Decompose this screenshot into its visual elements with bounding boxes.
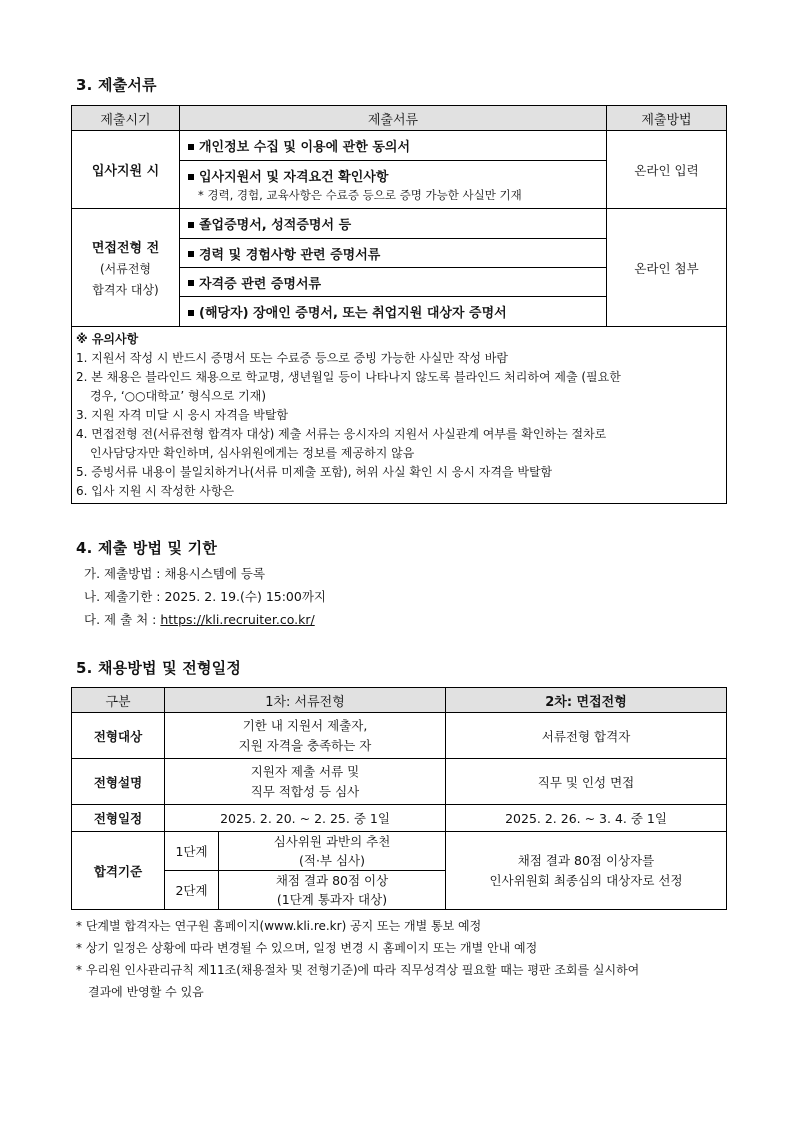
row-label-schedule: 전형일정 bbox=[72, 805, 165, 832]
doc-item bbox=[180, 209, 607, 239]
doc-item-text: 개인정보 수집 및 이용에 관한 동의서 bbox=[199, 140, 410, 155]
target-first-line2: 지원 자격을 충족하는 자 bbox=[238, 737, 372, 753]
footnote: * 상기 일정은 상황에 따라 변경될 수 있으며, 일정 변경 시 홈페이지 또는 개별 안내 예정 bbox=[76, 941, 538, 955]
header-when: 제출시기 bbox=[72, 106, 180, 131]
square-bullet-icon bbox=[188, 310, 194, 316]
selection-table bbox=[71, 687, 727, 910]
target-first-line1: 기한 내 지원서 제출자, bbox=[242, 717, 368, 733]
doc-item-text: 경력 및 경험사항 관련 증명서류 bbox=[199, 247, 381, 263]
submit-method: 가. 제출방법 : 채용시스템에 등록 bbox=[84, 566, 266, 581]
header-stage1: 1차: 서류전형 bbox=[165, 688, 446, 713]
doc-item bbox=[180, 297, 607, 327]
criteria-stage2-label: 2단계 bbox=[165, 871, 219, 910]
apply-method: 온라인 입력 bbox=[607, 131, 727, 209]
interview-when bbox=[72, 209, 180, 327]
header-docs: 제출서류 bbox=[180, 106, 607, 131]
submit-where-label: 다. 제 출 처 : bbox=[84, 612, 161, 627]
footnote: * 단계별 합격자는 연구원 홈페이지(www.kli.re.kr) 공지 또는 개별 통보 예정 bbox=[76, 919, 482, 933]
submit-deadline: 나. 제출기한 : 2025. 2. 19.(수) 15:00까지 bbox=[84, 589, 326, 604]
header-stage2: 2차: 면접전형 bbox=[446, 688, 727, 713]
criteria-stage1 bbox=[219, 832, 446, 871]
criteria-stage1-line1: 심사위원 과반의 추천 bbox=[273, 834, 391, 849]
doc-item bbox=[180, 268, 607, 297]
doc-item-text: 졸업증명서, 성적증명서 등 bbox=[199, 218, 352, 233]
target-first bbox=[165, 713, 446, 759]
header-method: 제출방법 bbox=[607, 106, 727, 131]
section3-title: 3. 제출서류 bbox=[76, 76, 157, 94]
doc-item bbox=[180, 131, 607, 161]
note-line: 1. 지원서 작성 시 반드시 증명서 또는 수료증 등으로 증빙 가능한 사실만 작성 바람 bbox=[76, 351, 508, 365]
criteria-second bbox=[446, 832, 727, 910]
submit-where bbox=[84, 610, 315, 628]
desc-second: 직무 및 인성 면접 bbox=[446, 759, 727, 805]
interview-when-sub2: 합격자 대상) bbox=[92, 283, 159, 297]
footnote: 결과에 반영할 수 있음 bbox=[88, 985, 204, 999]
header-category: 구분 bbox=[72, 688, 165, 713]
documents-table bbox=[71, 105, 727, 504]
note-line: 인사담당자만 확인하며, 심사위원에게는 정보를 제공하지 않음 bbox=[90, 446, 415, 460]
criteria-stage1-line2: (적·부 심사) bbox=[299, 853, 366, 868]
notes-box bbox=[72, 327, 727, 504]
doc-note: * 경력, 경험, 교육사항은 수료증 등으로 증명 가능한 사실만 기재 bbox=[198, 188, 522, 202]
square-bullet-icon bbox=[188, 174, 194, 180]
recruiter-link[interactable]: https://kli.recruiter.co.kr/ bbox=[160, 612, 315, 627]
footnote: * 우리원 인사관리규칙 제11조(채용절차 및 전형기준)에 따라 직무성격상 필요할 때는 평판 조회를 실시하여 bbox=[76, 963, 640, 977]
row-label-desc: 전형설명 bbox=[72, 759, 165, 805]
doc-item-text: 자격증 관련 증명서류 bbox=[199, 276, 322, 292]
row-label-criteria: 합격기준 bbox=[72, 832, 165, 910]
note-line: 2. 본 채용은 블라인드 채용으로 학교명, 생년월일 등이 나타나지 않도록 블라인드 처리하여 제출 (필요한 bbox=[76, 370, 621, 384]
section5-title: 5. 채용방법 및 전형일정 bbox=[76, 659, 242, 677]
criteria-stage2 bbox=[219, 871, 446, 910]
target-second: 서류전형 합격자 bbox=[446, 713, 727, 759]
note-line: 3. 지원 자격 미달 시 응시 자격을 박탈함 bbox=[76, 408, 289, 422]
square-bullet-icon bbox=[188, 280, 194, 286]
doc-item bbox=[180, 161, 607, 209]
doc-item bbox=[180, 239, 607, 268]
schedule-second: 2025. 2. 26. ~ 3. 4. 중 1일 bbox=[446, 805, 727, 832]
note-line: 4. 면접전형 전(서류전형 합격자 대상) 제출 서류는 응시자의 지원서 사실관계 여부를 확인하는 절차로 bbox=[76, 427, 607, 441]
criteria-second-line1: 채점 결과 80점 이상자를 bbox=[517, 852, 655, 868]
note-line: 경우, ‘○○대학교’ 형식으로 기재) bbox=[90, 389, 267, 403]
desc-first-line1: 지원자 제출 서류 및 bbox=[250, 763, 360, 779]
interview-when-sub1: (서류전형 bbox=[99, 262, 152, 276]
desc-first bbox=[165, 759, 446, 805]
criteria-stage2-line2: (1단계 통과자 대상) bbox=[276, 892, 388, 907]
criteria-stage2-line1: 채점 결과 80점 이상 bbox=[275, 873, 389, 888]
criteria-second-line2: 인사위원회 최종심의 대상자로 선정 bbox=[489, 872, 683, 888]
note-line: 5. 증빙서류 내용이 불일치하거나(서류 미제출 포함), 허위 사실 확인 시 응시 자격을 박탈함 bbox=[76, 465, 553, 479]
interview-when-label: 면접전형 전 bbox=[91, 241, 160, 256]
desc-first-line2: 직무 적합성 등 심사 bbox=[250, 783, 360, 799]
row-label-target: 전형대상 bbox=[72, 713, 165, 759]
square-bullet-icon bbox=[188, 144, 194, 150]
doc-item-text: 입사지원서 및 자격요건 확인사항 bbox=[199, 170, 389, 185]
section4-title: 4. 제출 방법 및 기한 bbox=[76, 539, 218, 557]
doc-item-text: (해당자) 장애인 증명서, 또는 취업지원 대상자 증명서 bbox=[199, 306, 507, 321]
notes-title: ※ 유의사항 bbox=[76, 332, 139, 346]
interview-method: 온라인 첨부 bbox=[607, 209, 727, 327]
apply-when: 입사지원 시 bbox=[72, 131, 180, 209]
square-bullet-icon bbox=[188, 222, 194, 228]
criteria-stage1-label: 1단계 bbox=[165, 832, 219, 871]
schedule-first: 2025. 2. 20. ~ 2. 25. 중 1일 bbox=[165, 805, 446, 832]
note-line: 6. 입사 지원 시 작성한 사항은 bbox=[76, 484, 235, 498]
square-bullet-icon bbox=[188, 251, 194, 257]
